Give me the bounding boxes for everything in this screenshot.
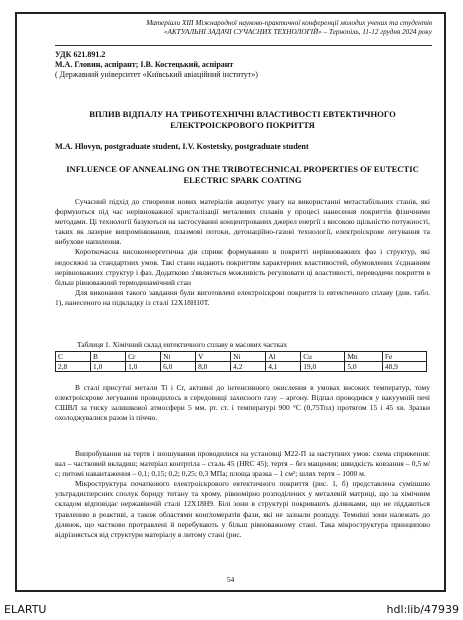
header-line-2: «АКТУАЛЬНІ ЗАДАЧІ СУЧАСНИХ ТЕХНОЛОГІЙ» – Тернопіль, 11-12 грудня 2024 року	[163, 28, 432, 36]
page-number: 54	[226, 575, 235, 584]
table-caption: Таблиця 1. Хімічний склад евтектичного сплаву в масових частках	[77, 340, 288, 349]
title-en: INFLUENCE OF ANNEALING ON THE TRIBOTECHNICAL PROPERTIES OF EUTECTIC ELECTRIC SPARK COATING	[66, 164, 419, 185]
table-header-cell: B	[91, 352, 126, 362]
paper-page	[15, 12, 446, 592]
table-header-row	[56, 352, 427, 362]
table-cell: 4,2	[231, 362, 266, 372]
body-section-c	[55, 449, 430, 540]
table-cell: 1,0	[126, 362, 161, 372]
table-cell: 1,0	[91, 362, 126, 372]
body-section-a	[55, 197, 430, 308]
table-cell: 2,8	[56, 362, 91, 372]
paragraph: В сталі присутні метали Ti і Cr, активні до інтенсивного окислення в умовах високих температур, тому електроіскрове легування проводилось в середовищі захисного газу – аргону. Відпал проводився у вакуумній печі СШВЛ за тиску залишкової атмосфери 5 мм. рт. ст. і температурі 900 °C (0,75Тпл) протягом 15 і 45 хв. Зразки охолоджувалися разом із піччю.	[55, 383, 430, 423]
authors-en: M.A. Hlovyn, postgraduate student, I.V. Kostetsky, postgraduate student	[55, 142, 309, 151]
table-header-cell: Cr	[126, 352, 161, 362]
table-cell: 5,0	[345, 362, 383, 372]
table-cell: 4,1	[266, 362, 301, 372]
paragraph: Випробування на тертя і зношування проводилися на установці М22-П за наступних умов: схема спряження: вал – частковий вкладиш; матеріал контртіла – сталь 45 (HRC 45); тертя – без мащення; швидкість ковзання – 0,5 м/с; питомі навантаження – 0,1; 0,15; 0,2; 0,25; 0,3 МПа; площа зразка – 1 см²; шлях тертя – 1000 м.	[55, 449, 430, 479]
paragraph: Для виконання такого завдання були виготовлені електроіскрові покриття із евтектичного сплаву (див. табл. 1), нанесеного на підкладку із сталі 12Х18Н10Т.	[55, 287, 430, 307]
title-uk: ВПЛИВ ВІДПАЛУ НА ТРИБОТЕХНІЧНІ ВЛАСТИВОСТІ ЕВТЕКТИЧНОГО ЕЛЕКТРОІСКРОВОГО ПОКРИТТЯ	[89, 109, 396, 130]
header-rule	[55, 45, 432, 46]
table-cell: 48,9	[382, 362, 426, 372]
table-header-cell: Al	[266, 352, 301, 362]
article-meta	[55, 50, 258, 80]
table-header-cell: Ni	[231, 352, 266, 362]
table-header-cell: Cu	[301, 352, 345, 362]
repository-label: ELARTU	[4, 603, 47, 616]
handle-link[interactable]: hdl:lib/47939	[386, 603, 459, 616]
table-cell: 19,0	[301, 362, 345, 372]
table-header-cell: V	[196, 352, 231, 362]
table-row	[56, 362, 427, 372]
table-header-cell: Ni	[161, 352, 196, 362]
table-cell: 6,0	[161, 362, 196, 372]
table-header-cell: Mn	[345, 352, 383, 362]
authors-uk: М.А. Гловин, аспірант; І.В. Костецький, аспірант	[55, 60, 234, 69]
table-cell: 8,0	[196, 362, 231, 372]
body-section-b	[55, 383, 430, 423]
table-header-cell: Fe	[382, 352, 426, 362]
udc-code: УДК 621.891.2	[55, 50, 106, 59]
table-header-cell: C	[56, 352, 91, 362]
affiliation: ( Державний університет «Київський авіаційний інститут»)	[55, 70, 258, 79]
composition-table	[55, 351, 427, 372]
paragraph: Короткочасна високоенергетична дія сприяє формуванню в покритті нерівноважних фаз і структур, які недосяжні за стандартних умов. Такі стани надають покриттям характерних властивостей, обумовлених з'єднанням нерівноважних структур і фаз. Додатково з'являється можливість регулювати ці властивості, переводячи покриття в більш рівноважний термодинамічний стан	[55, 247, 430, 287]
paragraph: Мікроструктура початкового електроіскрового евтектичного покриття (рис. 1, б) представлена сумішшю ультрадисперсних сполук бориду титану та хрому, рівномірно розподілених у металевій матриці, що за хімічним складом відповідає нержавіючій сталі 12Х18Н9. Білі зони в структурі покривають ділянками, що не піддаються травленню в реактиві, а також областями конгломератів фази, які не зазнали розпаду. Темніші зони належать до ділянок, що частково протравлені й перебувають у більш рівноважному стані. Така мікроструктура принципово відрізняється від структури матеріалу в литому стані (рис.	[55, 479, 430, 539]
paragraph: Сучасний підхід до створення нових матеріалів акцентує увагу на використанні метастабільних станів, які формуються під час нерівноважної кристалізації металевих сплавів у процесі нанесення покриттів фізичними методами. Ці технології базуються на застосуванні концентрованих джерел енергії з високою щільністю потужності, таких як лазерне випромінювання, плазмові потоки, детонаційно-газові технології, електроіскрове легування та вибухове напилення.	[55, 197, 430, 247]
header-line-1: Матеріали XIII Міжнародної науково-практичної конференції молодих учених та студентів	[146, 19, 432, 27]
conference-header	[47, 19, 432, 37]
